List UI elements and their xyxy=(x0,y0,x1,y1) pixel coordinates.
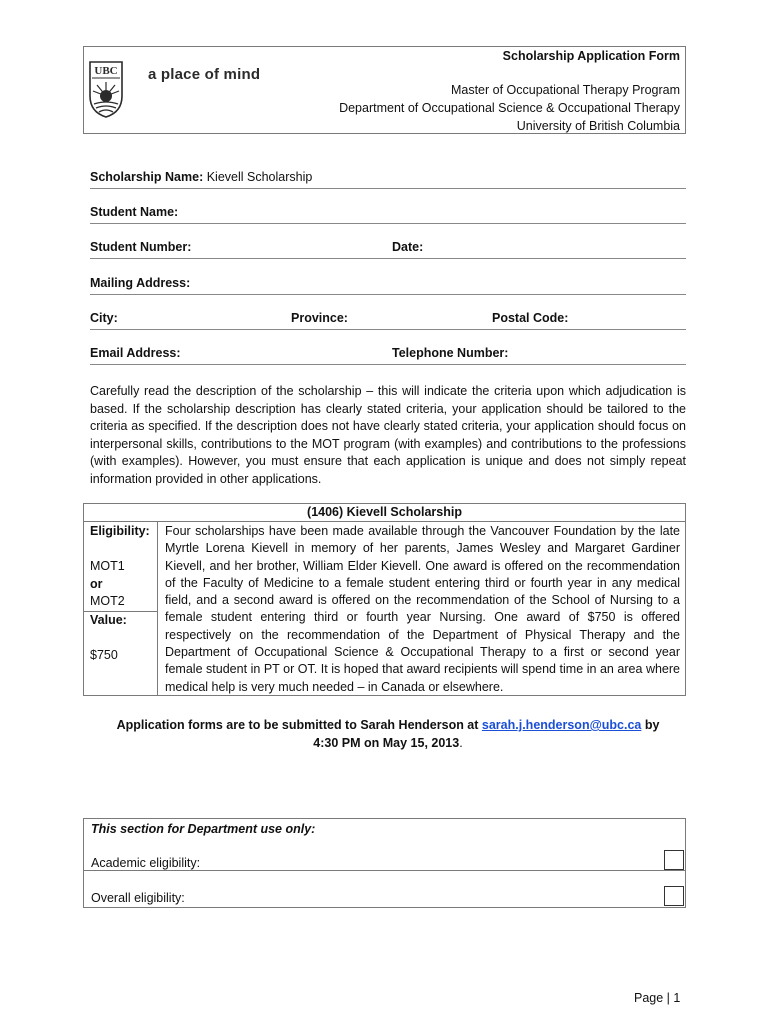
scholarship-name-value: Kievell Scholarship xyxy=(206,170,313,184)
student-name-label: Student Name: xyxy=(90,205,179,219)
city-province-postal-row[interactable] xyxy=(90,309,686,330)
university-name: University of British Columbia xyxy=(516,119,680,133)
scholarship-title: (1406) Kievell Scholarship xyxy=(84,504,685,522)
postal-code-label: Postal Code: xyxy=(492,311,569,325)
value-label: Value: xyxy=(90,612,127,627)
student-number-label: Student Number: xyxy=(90,240,192,254)
overall-eligibility-label: Overall eligibility: xyxy=(91,891,185,905)
form-title: Scholarship Application Form xyxy=(502,49,680,63)
academic-eligibility-label: Academic eligibility: xyxy=(91,856,201,870)
submission-deadline: 4:30 PM on May 15, 2013 xyxy=(313,736,460,750)
scholarship-name-label: Scholarship Name: xyxy=(90,170,204,184)
table-divider xyxy=(157,521,158,695)
submission-email-link[interactable]: sarah.j.henderson@ubc.ca xyxy=(481,718,642,732)
value-amount: $750 xyxy=(90,648,118,663)
ubc-crest-logo xyxy=(88,60,124,118)
eligibility-column xyxy=(90,523,156,665)
program-name: Master of Occupational Therapy Program xyxy=(450,83,680,97)
student-number-date-row[interactable] xyxy=(90,238,686,259)
date-label: Date: xyxy=(392,240,424,254)
telephone-label: Telephone Number: xyxy=(392,346,509,360)
mailing-address-row[interactable] xyxy=(90,274,686,295)
mailing-address-label: Mailing Address: xyxy=(90,276,191,290)
svg-text:UBC: UBC xyxy=(94,65,118,77)
tagline: a place of mind xyxy=(148,66,261,83)
page-number: Page | 1 xyxy=(634,991,681,1005)
email-label: Email Address: xyxy=(90,346,181,360)
city-label: City: xyxy=(90,311,118,325)
submission-by: by xyxy=(641,718,660,732)
department-name: Department of Occupational Science & Occupational Therapy xyxy=(339,101,680,115)
province-label: Province: xyxy=(291,311,348,325)
instructions-paragraph: Carefully read the description of the scholarship – this will indicate the criteria upon which adjudication is based. If the scholarship description has clearly stated criteria, your application should be tailored to the criteria as specified. If the description does not have clearly stated criteria, your application should focus on interpersonal skills, contributions to the MOT program (with examples) and contributions to the professions (with examples). However, you must ensure that each application is unique and does not simply repeat information provided in other applications. xyxy=(90,384,686,486)
student-name-row[interactable] xyxy=(90,203,686,224)
scholarship-description: Four scholarships have been made available through the Vancouver Foundation by the late Myrtle Lorena Kievell in memory of her parents, James Wesley and Margaret Gardiner Kievell, and her brother, William Elder Kievell. One award is offered on the recommendation of the Faculty of Medicine to a female student entering third or fourth year in any medical field, and a second award is offered on the recommendation of the School of Nursing to a female student entering third or fourth year Nursing. One award of $750 is offered respectively on the recommendation of the Department of Physical Therapy and the Department of Occupational Science & Occupational Therapy to a first or second year female student in PT or OT. It is hoped that award recipients will spend time in an area where medical help is very much needed – in Canada or elsewhere. xyxy=(165,524,680,694)
mot2-label: MOT2 xyxy=(90,594,125,609)
submission-note xyxy=(90,716,686,752)
academic-eligibility-checkbox[interactable] xyxy=(664,850,684,870)
scholarship-name-row xyxy=(90,168,686,189)
department-row-separator xyxy=(84,870,685,871)
mot1-label: MOT1 xyxy=(90,559,125,574)
submission-text: Application forms are to be submitted to Sarah Henderson at xyxy=(116,718,482,732)
submission-period: . xyxy=(459,736,463,750)
or-label: or xyxy=(90,576,103,591)
department-use-title: This section for Department use only: xyxy=(91,822,316,836)
email-telephone-row[interactable] xyxy=(90,344,686,365)
overall-eligibility-checkbox[interactable] xyxy=(664,886,684,906)
eligibility-label: Eligibility: xyxy=(90,524,150,538)
